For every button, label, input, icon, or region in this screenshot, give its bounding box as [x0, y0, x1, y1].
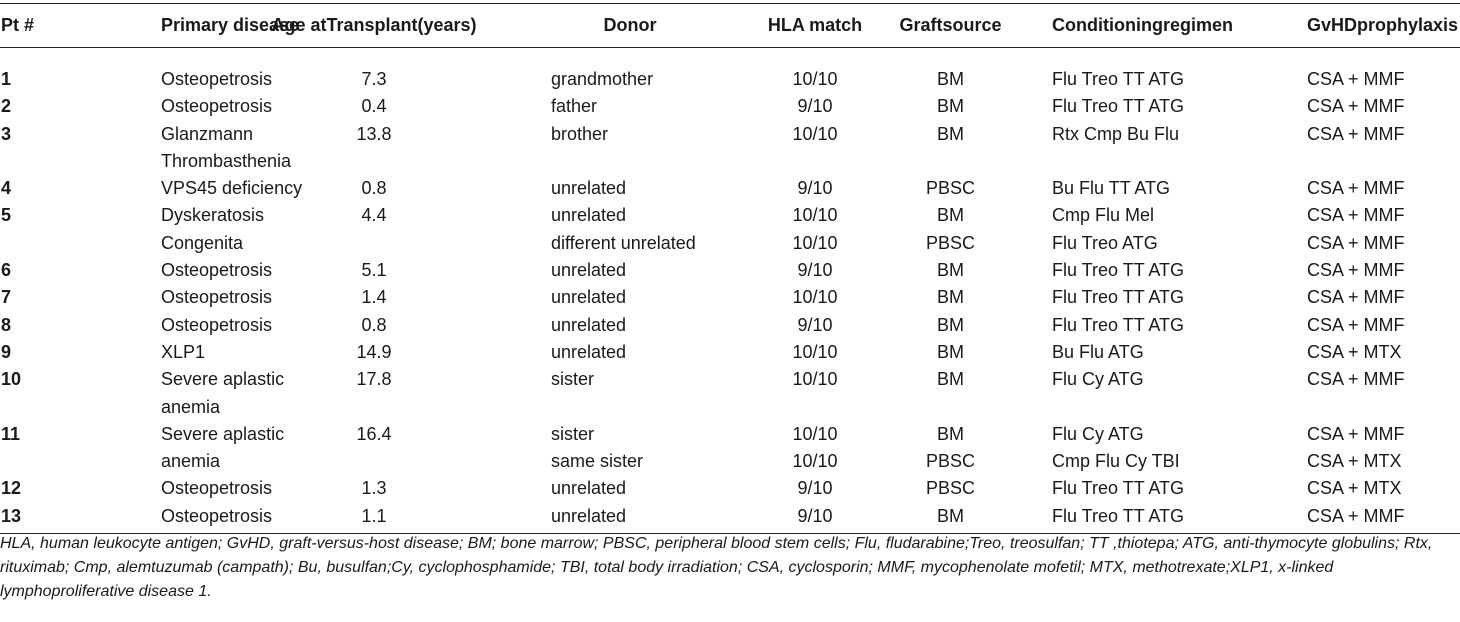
cell-hla-match [750, 312, 880, 339]
cell-hla-match [750, 93, 880, 120]
cell-graft-source [880, 93, 1021, 120]
cell-age: 5.1 [361, 260, 387, 281]
cell-age: 0.8 [361, 178, 387, 199]
cell-gvhd [1261, 257, 1460, 284]
cell-hla-match-line: 10/10 [792, 287, 838, 308]
cell-gvhd [1261, 175, 1460, 202]
cell-primary-disease-line: VPS45 deficiency [161, 178, 303, 199]
table-row [0, 421, 1460, 476]
cell-primary-disease-line: Osteopetrosis [161, 69, 273, 89]
cell-graft-source-line: PBSC [925, 478, 976, 499]
cell-primary-disease-line: anemia [161, 451, 221, 472]
table-header [0, 4, 1460, 48]
cell-graft-source [880, 503, 1021, 534]
cell-hla-match-line: 10/10 [792, 69, 838, 89]
cell-age: 14.9 [356, 341, 392, 362]
cell-gvhd [1261, 475, 1460, 502]
cell-donor-line: unrelated [551, 260, 627, 281]
cell-gvhd-line: CSA + MMF [1307, 205, 1405, 226]
table-row [0, 257, 1460, 284]
cell-graft-source [880, 475, 1021, 502]
cell-graft-source-line: PBSC [925, 451, 976, 472]
cell-gvhd [1261, 121, 1460, 176]
cell-conditioning [1021, 312, 1261, 339]
cell-conditioning [1021, 175, 1261, 202]
cell-gvhd-line: CSA + MMF [1307, 69, 1405, 89]
cell-gvhd-line: CSA + MTX [1307, 478, 1402, 499]
table-row [0, 475, 1460, 502]
cell-conditioning [1021, 339, 1261, 366]
cell-age: 0.8 [361, 314, 387, 335]
cell-donor-line: different unrelated [551, 232, 696, 253]
cell-graft-source [880, 121, 1021, 176]
cell-hla-match-line: 10/10 [792, 423, 838, 444]
cell-donor [510, 284, 750, 311]
cell-graft-source [880, 284, 1021, 311]
cell-primary-disease [80, 93, 273, 120]
cell-hla-match-line: 10/10 [792, 369, 838, 390]
cell-conditioning [1021, 93, 1261, 120]
cell-gvhd [1261, 503, 1460, 534]
cell-conditioning-line: Flu Treo TT ATG [1052, 260, 1185, 281]
cell-conditioning [1021, 284, 1261, 311]
cell-age: 1.4 [361, 287, 387, 308]
cell-hla-match-line: 10/10 [792, 341, 838, 362]
cell-conditioning-line: Bu Flu TT ATG [1052, 178, 1171, 199]
cell-primary-disease [80, 475, 273, 502]
cell-age: 4.4 [361, 205, 387, 226]
cell-primary-disease [80, 175, 303, 202]
cell-pt: 4 [1, 178, 12, 199]
header-primary-disease: Primary disease [80, 4, 238, 48]
cell-graft-source-line: BM [937, 123, 964, 144]
cell-pt: 2 [1, 96, 12, 117]
cell-gvhd-line: CSA + MMF [1307, 369, 1405, 390]
cell-age: 7.3 [361, 69, 387, 89]
cell-hla-match-line: 9/10 [797, 178, 833, 199]
cell-hla-match [750, 421, 880, 476]
cell-hla-match-line: 10/10 [792, 451, 838, 472]
cell-pt: 11 [1, 423, 21, 444]
cell-primary-disease [80, 503, 273, 534]
cell-primary-disease-line: Glanzmann [161, 123, 254, 144]
cell-conditioning-line: Cmp Flu Mel [1052, 205, 1155, 226]
cell-conditioning-line: Flu Cy ATG [1052, 423, 1144, 444]
cell-primary-disease [80, 202, 265, 257]
cell-hla-match-line: 9/10 [797, 96, 833, 117]
cell-conditioning [1021, 421, 1261, 476]
table-row [0, 503, 1460, 534]
cell-gvhd [1261, 284, 1460, 311]
cell-donor-line: sister [551, 423, 595, 444]
cell-hla-match-line: 9/10 [797, 260, 833, 281]
cell-primary-disease-line: Osteopetrosis [161, 478, 273, 499]
cell-graft-source-line: PBSC [925, 232, 976, 253]
cell-conditioning-line: Flu Treo TT ATG [1052, 314, 1185, 335]
cell-donor-line: sister [551, 369, 595, 390]
cell-donor-line: same sister [551, 451, 644, 472]
cell-conditioning-line: Flu Cy ATG [1052, 369, 1144, 390]
header-conditioning: Conditioningregimen [1021, 4, 1261, 48]
header-age: Age atTransplant(years) [238, 4, 510, 48]
cell-donor-line: unrelated [551, 178, 627, 199]
cell-graft-source-line: BM [937, 260, 964, 281]
cell-donor [510, 503, 750, 534]
cell-pt: 6 [1, 260, 12, 281]
cell-conditioning [1021, 202, 1261, 257]
cell-conditioning-line: Flu Treo TT ATG [1052, 505, 1185, 526]
cell-pt: 5 [1, 205, 12, 226]
cell-graft-source [880, 257, 1021, 284]
cell-hla-match [750, 121, 880, 176]
cell-age: 13.8 [356, 123, 392, 144]
cell-conditioning-line: Rtx Cmp Bu Flu [1052, 123, 1180, 144]
cell-gvhd [1261, 339, 1460, 366]
cell-gvhd-line: CSA + MTX [1307, 341, 1402, 362]
cell-hla-match [750, 48, 880, 94]
cell-graft-source [880, 366, 1021, 421]
cell-gvhd [1261, 421, 1460, 476]
cell-hla-match-line: 10/10 [792, 123, 838, 144]
table-row [0, 93, 1460, 120]
cell-hla-match-line: 9/10 [797, 478, 833, 499]
cell-gvhd [1261, 48, 1460, 94]
cell-primary-disease [80, 366, 285, 421]
cell-conditioning-line: Flu Treo TT ATG [1052, 69, 1185, 89]
cell-graft-source [880, 312, 1021, 339]
cell-age: 0.4 [361, 96, 387, 117]
cell-hla-match-line: 9/10 [797, 505, 833, 526]
cell-donor-line: father [551, 96, 598, 117]
cell-donor-line: unrelated [551, 478, 627, 499]
cell-primary-disease-line: Severe aplastic [161, 423, 285, 444]
header-hla-match: HLA match [750, 4, 880, 48]
cell-hla-match [750, 284, 880, 311]
table-body [0, 48, 1460, 534]
cell-graft-source [880, 175, 1021, 202]
cell-graft-source [880, 202, 1021, 257]
cell-donor-line: unrelated [551, 314, 627, 335]
cell-pt: 1 [1, 69, 12, 89]
cell-gvhd-line: CSA + MMF [1307, 178, 1405, 199]
cell-donor [510, 175, 750, 202]
cell-conditioning-line: Flu Treo TT ATG [1052, 96, 1185, 117]
header-pt: Pt # [0, 4, 80, 48]
cell-donor [510, 121, 750, 176]
cell-pt: 10 [1, 369, 22, 390]
cell-gvhd [1261, 312, 1460, 339]
cell-primary-disease [80, 121, 292, 176]
cell-hla-match [750, 503, 880, 534]
cell-conditioning-line: Flu Treo TT ATG [1052, 478, 1185, 499]
cell-pt: 7 [1, 287, 12, 308]
table-row [0, 312, 1460, 339]
cell-primary-disease [80, 421, 285, 476]
cell-hla-match [750, 175, 880, 202]
cell-hla-match-line: 9/10 [797, 314, 833, 335]
cell-hla-match [750, 475, 880, 502]
cell-primary-disease [80, 339, 238, 366]
cell-conditioning [1021, 366, 1261, 421]
cell-donor [510, 48, 750, 94]
cell-graft-source-line: BM [937, 505, 964, 526]
cell-hla-match [750, 366, 880, 421]
cell-conditioning [1021, 121, 1261, 176]
table-row [0, 202, 1460, 257]
cell-primary-disease-line: Dyskeratosis [161, 205, 265, 226]
cell-conditioning-line: Cmp Flu Cy TBI [1052, 451, 1180, 472]
cell-gvhd-line: CSA + MMF [1307, 505, 1405, 526]
cell-gvhd-line: CSA + MMF [1307, 260, 1405, 281]
cell-donor [510, 312, 750, 339]
table-row [0, 366, 1460, 421]
table-row [0, 121, 1460, 176]
cell-gvhd-line: CSA + MMF [1307, 96, 1405, 117]
cell-gvhd-line: CSA + MTX [1307, 451, 1402, 472]
cell-age: 1.1 [238, 503, 510, 534]
cell-conditioning-line: Flu Treo ATG [1052, 232, 1158, 253]
cell-graft-source-line: BM [937, 287, 964, 308]
cell-graft-source [880, 48, 1021, 94]
cell-primary-disease-line: Osteopetrosis [161, 96, 273, 117]
table-row [0, 48, 1460, 94]
cell-primary-disease-line: Congenita [161, 232, 244, 253]
cell-primary-disease [80, 48, 273, 94]
cell-primary-disease-line: Osteopetrosis [161, 260, 273, 281]
cell-pt: 8 [1, 314, 12, 335]
cell-primary-disease-line: Osteopetrosis [161, 505, 273, 526]
cell-hla-match-line: 10/10 [792, 205, 838, 226]
cell-pt: 12 [1, 478, 22, 499]
cell-age: 17.8 [356, 369, 392, 390]
table-row [0, 339, 1460, 366]
cell-graft-source-line: PBSC [925, 178, 976, 199]
transplant-table [0, 3, 1460, 534]
cell-donor [510, 339, 750, 366]
cell-conditioning [1021, 503, 1261, 534]
cell-donor [510, 475, 750, 502]
cell-donor [510, 202, 750, 257]
cell-gvhd-line: CSA + MMF [1307, 314, 1405, 335]
cell-hla-match [750, 257, 880, 284]
cell-conditioning-line: Flu Treo TT ATG [1052, 287, 1185, 308]
cell-gvhd [1261, 93, 1460, 120]
cell-donor-line: unrelated [551, 205, 627, 226]
cell-donor [510, 421, 750, 476]
cell-donor-line: unrelated [551, 341, 627, 362]
cell-graft-source-line: BM [937, 96, 964, 117]
cell-primary-disease-line: anemia [161, 396, 221, 417]
cell-primary-disease [80, 257, 273, 284]
cell-graft-source-line: BM [937, 341, 964, 362]
table-row [0, 175, 1460, 202]
cell-gvhd-line: CSA + MMF [1307, 287, 1405, 308]
cell-donor [510, 93, 750, 120]
cell-conditioning-line: Bu Flu ATG [1052, 341, 1144, 362]
cell-gvhd-line: CSA + MMF [1307, 123, 1405, 144]
cell-graft-source-line: BM [937, 205, 964, 226]
cell-pt: 3 [1, 123, 12, 144]
cell-donor [510, 366, 750, 421]
cell-hla-match [750, 339, 880, 366]
cell-graft-source [880, 421, 1021, 476]
header-row [0, 4, 1460, 48]
cell-donor-line: unrelated [551, 287, 627, 308]
cell-age: 1.3 [361, 478, 387, 499]
cell-primary-disease [80, 312, 273, 339]
cell-primary-disease-line: Thrombasthenia [161, 150, 292, 171]
cell-primary-disease-line: XLP1 [161, 341, 206, 362]
header-donor: Donor [510, 4, 750, 48]
cell-conditioning [1021, 257, 1261, 284]
header-graft-source: Graftsource [880, 4, 1021, 48]
cell-donor-line: brother [551, 123, 609, 144]
header-gvhd: GvHDprophylaxis [1261, 4, 1460, 48]
table-row [0, 284, 1460, 311]
cell-graft-source [880, 339, 1021, 366]
cell-graft-source-line: BM [937, 423, 964, 444]
cell-primary-disease [80, 284, 273, 311]
cell-gvhd-line: CSA + MMF [1307, 423, 1405, 444]
cell-gvhd [1261, 366, 1460, 421]
cell-age: 16.4 [356, 423, 392, 444]
cell-gvhd [1261, 202, 1460, 257]
cell-primary-disease-line: Osteopetrosis [161, 287, 273, 308]
cell-hla-match [750, 202, 880, 257]
cell-gvhd-line: CSA + MMF [1307, 232, 1405, 253]
cell-conditioning [1021, 48, 1261, 94]
cell-graft-source-line: BM [937, 369, 964, 390]
cell-pt: 13 [0, 503, 80, 534]
table-footnote: HLA, human leukocyte antigen; GvHD, graft-versus-host disease; BM; bone marrow; PBSC, peripheral blood stem cells; Flu, fludarabine;Treo, treosulfan; TT ,thiotepa; ATG, anti-thymocyte globulins; Rtx, rituximab; Cmp, alemtuzumab (campath); Bu, busulfan;Cy, cyclophosphamide; TBI, total body irradiation; CSA, cyclosporin; MMF, mycophenolate mofetil; MTX, methotrexate;XLP1, x-linked lymphoproliferative disease 1. [0, 535, 1433, 600]
cell-pt: 9 [1, 341, 12, 362]
cell-hla-match-line: 10/10 [792, 232, 838, 253]
cell-primary-disease-line: Osteopetrosis [161, 314, 273, 335]
cell-donor [510, 257, 750, 284]
cell-donor-line: unrelated [551, 505, 627, 526]
cell-primary-disease-line: Severe aplastic [161, 369, 285, 390]
cell-graft-source-line: BM [937, 69, 964, 89]
cell-conditioning [1021, 475, 1261, 502]
cell-donor-line: grandmother [551, 69, 654, 89]
cell-graft-source-line: BM [937, 314, 964, 335]
